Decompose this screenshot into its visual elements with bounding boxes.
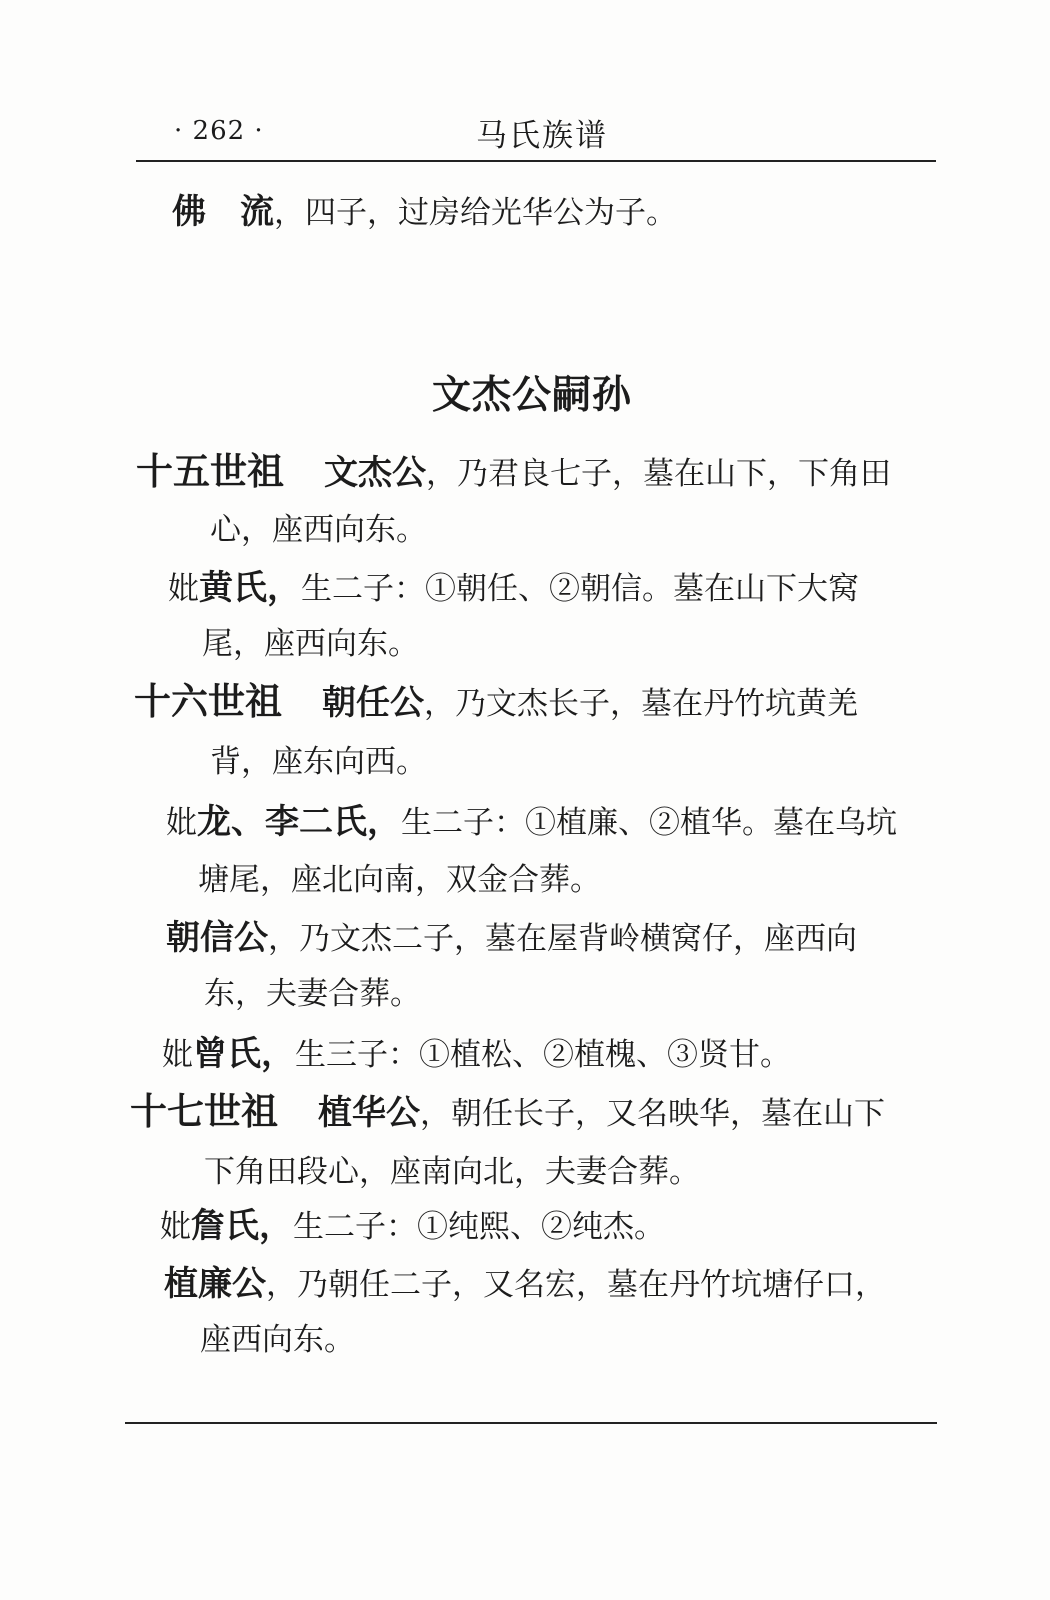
entry-text: 生二子：①植廉、②植华。墓在乌坑 [401, 805, 897, 841]
page-header [136, 110, 936, 156]
entry-text: 生三子：①植松、②植槐、③贤甘。 [295, 1037, 791, 1073]
entry-chaoren-wife [166, 802, 897, 843]
entry-name: 文杰公 [324, 453, 426, 493]
entry-wenjie-wife-cont: 尾，座西向东。 [202, 626, 419, 662]
wife-name: 詹氏， [191, 1206, 293, 1246]
wife-name: 黄氏， [199, 568, 301, 608]
entry-chaoren-wife-cont: 塘尾，座北向南，双金合葬。 [198, 862, 601, 898]
wife-name: 龙、李二氏， [197, 802, 401, 842]
entry-chaoxin [166, 918, 857, 959]
entry-wenjie-cont: 心，座西向东。 [210, 512, 427, 548]
entry-name: 佛 流 [172, 192, 274, 232]
entry-text: 生二子：①纯熙、②纯杰。 [293, 1209, 665, 1245]
header-rule [136, 160, 936, 162]
wife-prefix: 妣 [162, 1037, 193, 1073]
wife-prefix: 妣 [160, 1209, 191, 1245]
entry-text: ，乃朝任二子，又名宏，墓在丹竹坑塘仔口， [266, 1267, 886, 1303]
entry-zhihua-wife [160, 1206, 665, 1247]
entry-chaoren [134, 682, 858, 724]
generation-label: 十五世祖 [136, 450, 284, 493]
entry-foliu [172, 192, 677, 233]
entry-zhihua-cont: 下角田段心，座南向北，夫妻合葬。 [204, 1154, 700, 1190]
entry-wenjie [136, 452, 891, 494]
generation-label: 十七世祖 [130, 1090, 278, 1133]
entry-chaoxin-cont: 东，夫妻合葬。 [204, 976, 421, 1012]
entry-zhilian-cont: 座西向东。 [200, 1322, 355, 1358]
entry-name: 植华公 [318, 1093, 420, 1133]
entry-zhilian [164, 1264, 886, 1305]
entry-text: ，乃文杰长子，墓在丹竹坑黄羌 [424, 686, 858, 722]
entry-text: ，四子，过房给光华公为子。 [274, 195, 677, 231]
wife-name: 曾氏， [193, 1034, 295, 1074]
footer-rule [125, 1422, 937, 1424]
entry-text: ，乃文杰二子，墓在屋背岭横窝仔，座西向 [268, 921, 857, 957]
entry-zhihua [130, 1092, 885, 1134]
entry-text: ，乃君良七子，墓在山下，下角田 [426, 456, 891, 492]
entry-name: 朝任公 [322, 683, 424, 723]
entry-wenjie-wife [168, 568, 859, 609]
entry-text: ，朝任长子，又名映华，墓在山下 [420, 1096, 885, 1132]
entry-text: 生二子：①朝任、②朝信。墓在山下大窝 [301, 571, 859, 607]
wife-prefix: 妣 [168, 571, 199, 607]
wife-prefix: 妣 [166, 805, 197, 841]
entry-chaoren-cont: 背，座东向西。 [210, 744, 427, 780]
entry-name: 植廉公 [164, 1264, 266, 1304]
entry-chaoxin-wife [162, 1034, 791, 1075]
page-number: · 262 · [174, 116, 264, 146]
section-title: 文杰公嗣孙 [432, 373, 633, 418]
running-title: 马氏族谱 [476, 118, 608, 154]
generation-label: 十六世祖 [134, 680, 282, 723]
entry-name: 朝信公 [166, 918, 268, 958]
